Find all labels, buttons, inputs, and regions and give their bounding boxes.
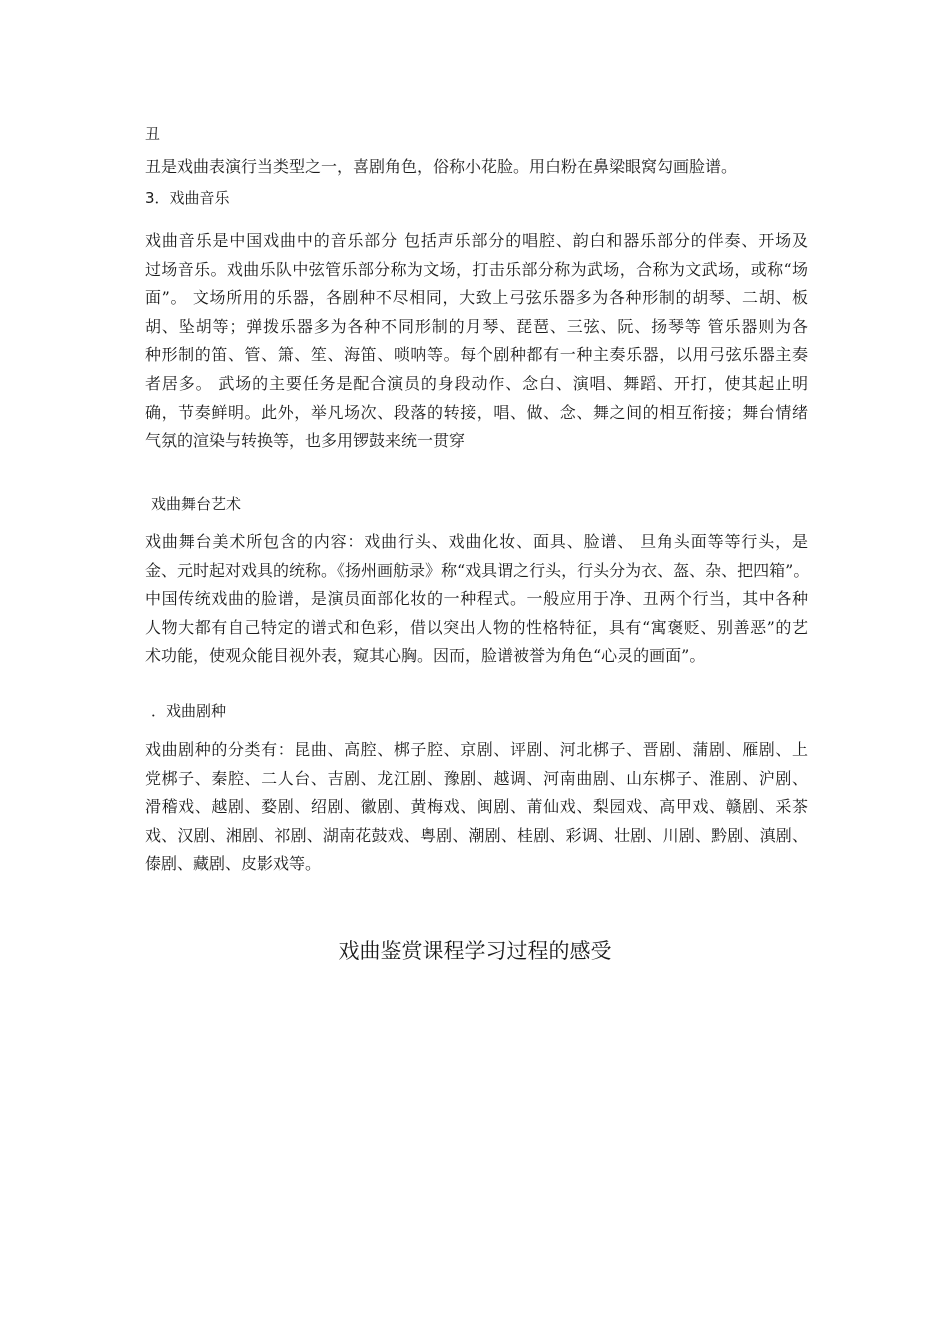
paragraph-line: 气氛的渲染与转换等，也多用锣鼓来统一贯穿 [145,431,466,451]
section-text-chou: 丑是戏曲表演行当类型之一，喜剧角色，俗称小花脸。用白粉在鼻梁眼窝勾画脸谱。 [145,157,738,176]
paragraph-line: 戏曲舞台美术所包含的内容：戏曲行头、戏曲化妆、面具、脸谱、 旦角头面等等行头，是 [145,532,808,551]
paragraph-line: 戏、汉剧、湘剧、祁剧、湖南花鼓戏、粤剧、潮剧、桂剧、彩调、壮剧、川剧、黔剧、滇剧、 [145,825,808,845]
section-heading-chou: 丑 [145,125,161,143]
section-heading-music: 3．戏曲音乐 [145,189,230,207]
paragraph-line: 确，节奏鲜明。此外，举凡场次、段落的转接，唱、做、念、舞之间的相互衔接；舞台情绪 [145,402,808,422]
section-body-music [145,227,808,456]
paragraph-line: 中国传统戏曲的脸谱，是演员面部化妆的一种程式。一般应用于净、丑两个行当，其中各种 [145,589,808,609]
paragraph-line: 面”。 文场所用的乐器，各剧种不尽相同，大致上弓弦乐器多为各种形制的胡琴、二胡、板 [145,288,808,308]
paragraph-line: 金、元时起对戏具的统称。《扬州画舫录》称“戏具谓之行头，行头分为衣、盔、杂、把四箱”。 [145,560,810,580]
section-body-genres [145,736,808,879]
paragraph-line: 戏曲剧种的分类有：昆曲、高腔、梆子腔、京剧、评剧、河北梆子、晋剧、蒲剧、雁剧、上 [145,740,808,759]
paragraph-line: 者居多。 武场的主要任务是配合演员的身段动作、念白、演唱、舞蹈、开打，使其起止明 [145,373,808,393]
paragraph-line: 胡、坠胡等；弹拨乐器多为各种不同形制的月琴、琵琶、三弦、阮、扬琴等 管乐器则为各 [145,316,808,336]
paragraph-line: 术功能，使观众能目视外表，窥其心胸。因而，脸谱被誉为角色“心灵的画面”。 [145,646,706,666]
paragraph-line: 过场音乐。戏曲乐队中弦管乐部分称为文场，打击乐部分称为武场，合称为文武场，或称“场 [145,259,808,279]
paragraph-line: 傣剧、藏剧、皮影戏等。 [145,854,322,874]
section-heading-genres: ．戏曲剧种 [151,702,227,720]
paragraph-line: 滑稽戏、越剧、婺剧、绍剧、徽剧、黄梅戏、闽剧、莆仙戏、梨园戏、高甲戏、赣剧、采茶 [145,797,808,817]
paragraph-line: 党梆子、秦腔、二人台、吉剧、龙江剧、豫剧、越调、河南曲剧、山东梆子、淮剧、沪剧、 [145,768,808,788]
document-title: 戏曲鉴赏课程学习过程的感受 [338,939,612,963]
paragraph-line: 人物大都有自己特定的谱式和色彩，借以突出人物的性格特征，具有“寓褒贬、别善恶”的艺 [145,617,808,637]
paragraph-line: 种形制的笛、管、箫、笙、海笛、唢呐等。每个剧种都有一种主奏乐器，以用弓弦乐器主奏 [145,345,808,365]
section-body-stage [145,528,808,671]
section-heading-stage: 戏曲舞台艺术 [151,495,242,513]
paragraph-line: 戏曲音乐是中国戏曲中的音乐部分 包括声乐部分的唱腔、韵白和器乐部分的伴奏、开场及 [145,231,808,250]
